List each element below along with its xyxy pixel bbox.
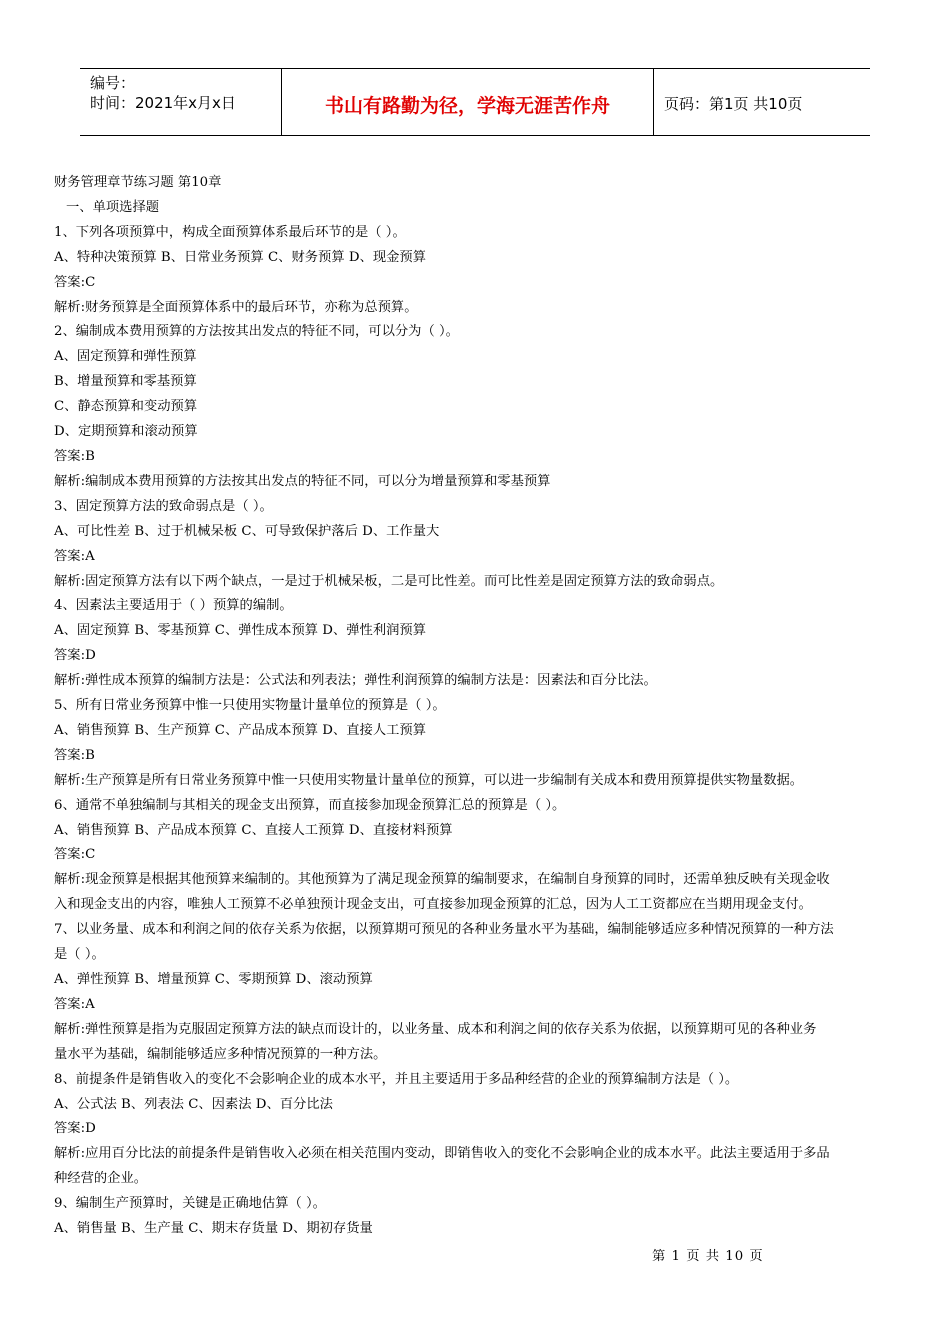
answer-key: 答案:D <box>54 1121 96 1137</box>
explanation: 解析:弹性预算是指为克服固定预算方法的缺点而设计的，以业务量、成本和利润之间的依存关系为依据，以预算期可见的各种业务 <box>54 1021 817 1037</box>
question-stem: 5、所有日常业务预算中惟一只使用实物量计量单位的预算是（ ）。 <box>54 698 446 714</box>
answer-key: 答案:C <box>54 847 96 863</box>
answer-key: 答案:A <box>54 548 95 564</box>
text-line: 种经营的企业。 <box>54 1171 148 1187</box>
question-stem: 7、以业务量、成本和利润之间的依存关系为依据，以预算期可预见的各种业务量水平为基础，编制能够适应多种情况预算的一种方法 <box>54 922 834 938</box>
text-line: 是（ ）。 <box>54 947 105 963</box>
answer-option: A、弹性预算 B、增量预算 C、零期预算 D、滚动预算 <box>54 972 373 987</box>
answer-option: A、销售预算 B、产品成本预算 C、直接人工预算 D、直接材料预算 <box>54 822 453 838</box>
answer-key: 答案:C <box>54 274 96 290</box>
page-info: 页码：第1页 共10页 <box>664 94 803 113</box>
answer-option: B、增量预算和零基预算 <box>54 374 197 390</box>
question-stem: 9、编制生产预算时，关键是正确地估算（ ）。 <box>54 1196 326 1212</box>
answer-option: A、公式法 B、列表法 C、因素法 D、百分比法 <box>54 1096 333 1112</box>
explanation: 解析:弹性成本预算的编制方法是：公式法和列表法；弹性利润预算的编制方法是：因素法和百分比法。 <box>54 673 657 689</box>
header-left-cell <box>80 69 282 135</box>
answer-option: A、固定预算和弹性预算 <box>54 349 197 365</box>
answer-key: 答案:B <box>54 448 95 464</box>
motto: 书山有路勤为径，学海无涯苦作舟 <box>282 69 654 135</box>
explanation: 解析:应用百分比法的前提条件是销售收入必须在相关范围内变动，即销售收入的变化不会影响企业的成本水平。此法主要适用于多品 <box>54 1146 830 1162</box>
number-label: 编号： <box>90 74 136 92</box>
answer-option: C、静态预算和变动预算 <box>54 399 198 415</box>
explanation: 解析:生产预算是所有日常业务预算中惟一只使用实物量计量单位的预算，可以进一步编制有关成本和费用预算提供实物量数据。 <box>54 772 804 788</box>
text-line: 量水平为基础，编制能够适应多种情况预算的一种方法。 <box>54 1046 387 1062</box>
question-stem: 6、通常不单独编制与其相关的现金支出预算，而直接参加现金预算汇总的预算是（ ）。 <box>54 797 566 813</box>
question-stem: 8、前提条件是销售收入的变化不会影响企业的成本水平，并且主要适用于多品种经营的企业的预算编制方法是（ ）。 <box>54 1071 739 1087</box>
answer-key: 答案:B <box>54 747 95 763</box>
question-stem: 1、下列各项预算中，构成全面预算体系最后环节的是（ ）。 <box>54 224 406 240</box>
answer-option: D、定期预算和滚动预算 <box>54 424 198 440</box>
explanation: 解析:编制成本费用预算的方法按其出发点的特征不同，可以分为增量预算和零基预算 <box>54 473 551 489</box>
document-title: 财务管理章节练习题 第10章 <box>54 175 222 190</box>
answer-option: A、销售量 B、生产量 C、期末存货量 D、期初存货量 <box>54 1221 373 1237</box>
section-heading: 一、单项选择题 <box>66 199 160 215</box>
explanation: 解析:现金预算是根据其他预算来编制的。其他预算为了满足现金预算的编制要求，在编制自身预算的同时，还需单独反映有关现金收 <box>54 872 830 888</box>
answer-key: 答案:A <box>54 996 95 1012</box>
answer-option: A、可比性差 B、过于机械呆板 C、可导致保护落后 D、工作量大 <box>54 523 440 539</box>
date-label: 时间：2021年x月x日 <box>90 94 236 112</box>
page-footer: 第 1 页 共 10 页 <box>652 1249 764 1264</box>
question-stem: 3、固定预算方法的致命弱点是（ ）。 <box>54 498 273 514</box>
text-line: 入和现金支出的内容，唯独人工预算不必单独预计现金支出，可直接参加现金预算的汇总，因为人工工资都应在当期用现金支付。 <box>54 897 812 913</box>
answer-key: 答案:D <box>54 648 96 664</box>
question-stem: 4、因素法主要适用于（ ）预算的编制。 <box>54 598 293 614</box>
answer-option: A、固定预算 B、零基预算 C、弹性成本预算 D、弹性利润预算 <box>54 623 427 639</box>
question-stem: 2、编制成本费用预算的方法按其出发点的特征不同，可以分为（ ）。 <box>54 324 459 340</box>
document-body <box>54 171 896 1242</box>
answer-option: A、特种决策预算 B、日常业务预算 C、财务预算 D、现金预算 <box>54 249 427 265</box>
header-table <box>80 68 870 136</box>
question-list <box>54 221 896 1242</box>
explanation: 解析:固定预算方法有以下两个缺点，一是过于机械呆板，二是可比性差。而可比性差是固定预算方法的致命弱点。 <box>54 573 724 589</box>
answer-option: A、销售预算 B、生产预算 C、产品成本预算 D、直接人工预算 <box>54 722 427 738</box>
explanation: 解析:财务预算是全面预算体系中的最后环节，亦称为总预算。 <box>54 299 418 315</box>
